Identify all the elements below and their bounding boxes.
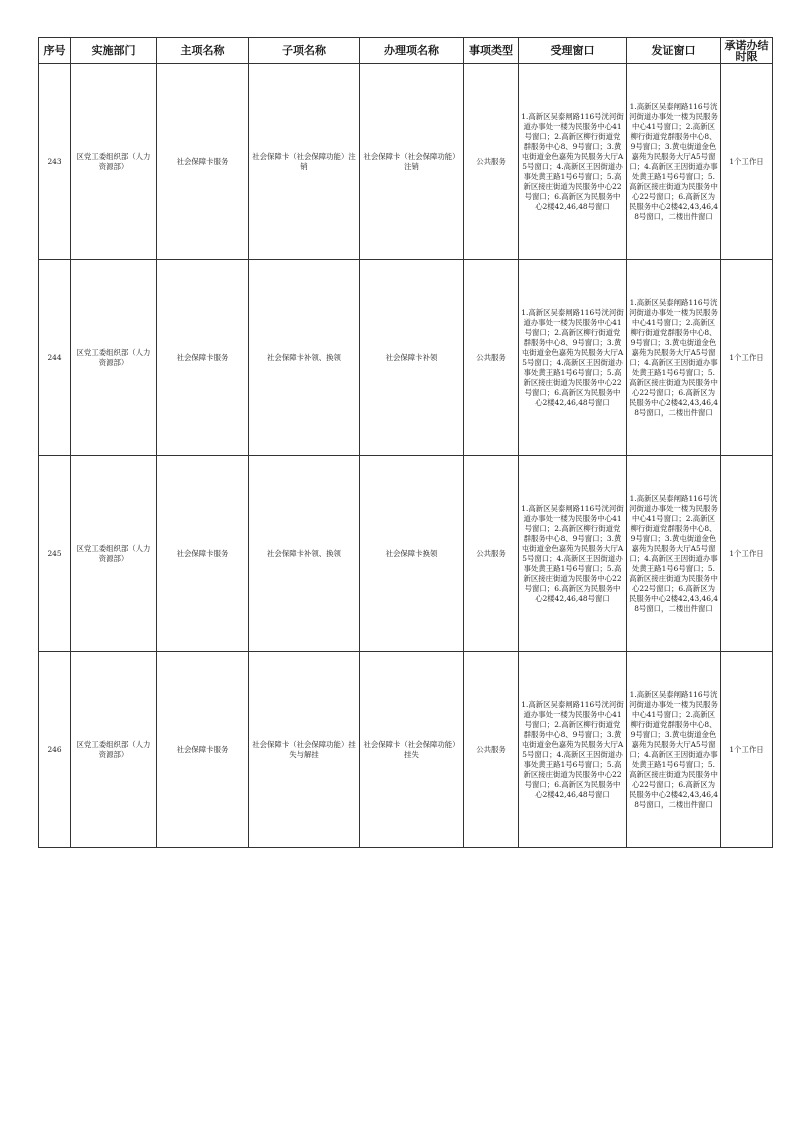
cell-sub-item: 社会保障卡补领、换领 (249, 456, 360, 652)
cell-issue-window: 1.高新区吴泰闸路116号洸河街道办事处一楼为民服务中心41号窗口；2.高新区柳行街道党群服务中心8、9号窗口；3.黄屯街道金色嘉苑为民服务大厅A5号窗口；4.高新区王因街道办事处黄王路1号6号窗口；5.高新区接庄街道为民服务中心22号窗口；6.高新区为民服务中心2楼42,43,46,48号窗口，二楼出件窗口 (627, 64, 721, 260)
header-department: 实施部门 (71, 38, 157, 64)
cell-sub-item: 社会保障卡补领、换领 (249, 260, 360, 456)
header-main-item: 主项名称 (157, 38, 249, 64)
cell-accept-window: 1.高新区吴泰闸路116号洸河街道办事处一楼为民服务中心41号窗口；2.高新区柳行街道党群服务中心8、9号窗口；3.黄屯街道金色嘉苑为民服务大厅A5号窗口；4.高新区王因街道办事处黄王路1号6号窗口；5.高新区接庄街道为民服务中心22号窗口；6.高新区为民服务中心2楼42,46,48号窗口 (519, 456, 627, 652)
cell-issue-window: 1.高新区吴泰闸路116号洸河街道办事处一楼为民服务中心41号窗口；2.高新区柳行街道党群服务中心8、9号窗口；3.黄屯街道金色嘉苑为民服务大厅A5号窗口；4.高新区王因街道办事处黄王路1号6号窗口；5.高新区接庄街道为民服务中心22号窗口；6.高新区为民服务中心2楼42,43,46,48号窗口，二楼出件窗口 (627, 652, 721, 848)
cell-time-limit: 1个工作日 (721, 456, 773, 652)
cell-accept-window: 1.高新区吴泰闸路116号洸河街道办事处一楼为民服务中心41号窗口；2.高新区柳行街道党群服务中心8、9号窗口；3.黄屯街道金色嘉苑为民服务大厅A5号窗口；4.高新区王因街道办事处黄王路1号6号窗口；5.高新区接庄街道为民服务中心22号窗口；6.高新区为民服务中心2楼42,46,48号窗口 (519, 260, 627, 456)
cell-main-item: 社会保障卡服务 (157, 652, 249, 848)
header-serial: 序号 (39, 38, 71, 64)
cell-issue-window: 1.高新区吴泰闸路116号洸河街道办事处一楼为民服务中心41号窗口；2.高新区柳行街道党群服务中心8、9号窗口；3.黄屯街道金色嘉苑为民服务大厅A5号窗口；4.高新区王因街道办事处黄王路1号6号窗口；5.高新区接庄街道为民服务中心22号窗口；6.高新区为民服务中心2楼42,43,46,48号窗口，二楼出件窗口 (627, 260, 721, 456)
table-row (39, 260, 773, 456)
cell-time-limit: 1个工作日 (721, 64, 773, 260)
cell-time-limit: 1个工作日 (721, 260, 773, 456)
cell-issue-window: 1.高新区吴泰闸路116号洸河街道办事处一楼为民服务中心41号窗口；2.高新区柳行街道党群服务中心8、9号窗口；3.黄屯街道金色嘉苑为民服务大厅A5号窗口；4.高新区王因街道办事处黄王路1号6号窗口；5.高新区接庄街道为民服务中心22号窗口；6.高新区为民服务中心2楼42,43,46,48号窗口，二楼出件窗口 (627, 456, 721, 652)
cell-serial: 244 (39, 260, 71, 456)
header-time-limit: 承诺办结时限 (721, 38, 773, 64)
table-row (39, 64, 773, 260)
cell-item-type: 公共服务 (464, 260, 519, 456)
cell-accept-window: 1.高新区吴泰闸路116号洸河街道办事处一楼为民服务中心41号窗口；2.高新区柳行街道党群服务中心8、9号窗口；3.黄屯街道金色嘉苑为民服务大厅A5号窗口；4.高新区王因街道办事处黄王路1号6号窗口；5.高新区接庄街道为民服务中心22号窗口；6.高新区为民服务中心2楼42,46,48号窗口 (519, 652, 627, 848)
table-row (39, 652, 773, 848)
cell-department: 区党工委组织部（人力资源部） (71, 652, 157, 848)
header-sub-item: 子项名称 (249, 38, 360, 64)
cell-department: 区党工委组织部（人力资源部） (71, 260, 157, 456)
header-accept-window: 受理窗口 (519, 38, 627, 64)
cell-handle-item: 社会保障卡（社会保障功能）注销 (360, 64, 464, 260)
cell-handle-item: 社会保障卡换领 (360, 456, 464, 652)
cell-serial: 245 (39, 456, 71, 652)
cell-sub-item: 社会保障卡（社会保障功能）挂失与解挂 (249, 652, 360, 848)
cell-time-limit: 1个工作日 (721, 652, 773, 848)
cell-accept-window: 1.高新区吴泰闸路116号洸河街道办事处一楼为民服务中心41号窗口；2.高新区柳行街道党群服务中心8、9号窗口；3.黄屯街道金色嘉苑为民服务大厅A5号窗口；4.高新区王因街道办事处黄王路1号6号窗口；5.高新区接庄街道为民服务中心22号窗口；6.高新区为民服务中心2楼42,46,48号窗口 (519, 64, 627, 260)
cell-sub-item: 社会保障卡（社会保障功能）注销 (249, 64, 360, 260)
table-header-row (39, 38, 773, 64)
header-handle-item: 办理项名称 (360, 38, 464, 64)
cell-department: 区党工委组织部（人力资源部） (71, 64, 157, 260)
cell-handle-item: 社会保障卡补领 (360, 260, 464, 456)
cell-item-type: 公共服务 (464, 64, 519, 260)
cell-item-type: 公共服务 (464, 456, 519, 652)
cell-handle-item: 社会保障卡（社会保障功能）挂失 (360, 652, 464, 848)
header-issue-window: 发证窗口 (627, 38, 721, 64)
cell-item-type: 公共服务 (464, 652, 519, 848)
cell-main-item: 社会保障卡服务 (157, 456, 249, 652)
cell-main-item: 社会保障卡服务 (157, 64, 249, 260)
cell-serial: 246 (39, 652, 71, 848)
cell-main-item: 社会保障卡服务 (157, 260, 249, 456)
cell-department: 区党工委组织部（人力资源部） (71, 456, 157, 652)
table-row (39, 456, 773, 652)
cell-serial: 243 (39, 64, 71, 260)
header-item-type: 事项类型 (464, 38, 519, 64)
service-items-table (38, 37, 773, 848)
